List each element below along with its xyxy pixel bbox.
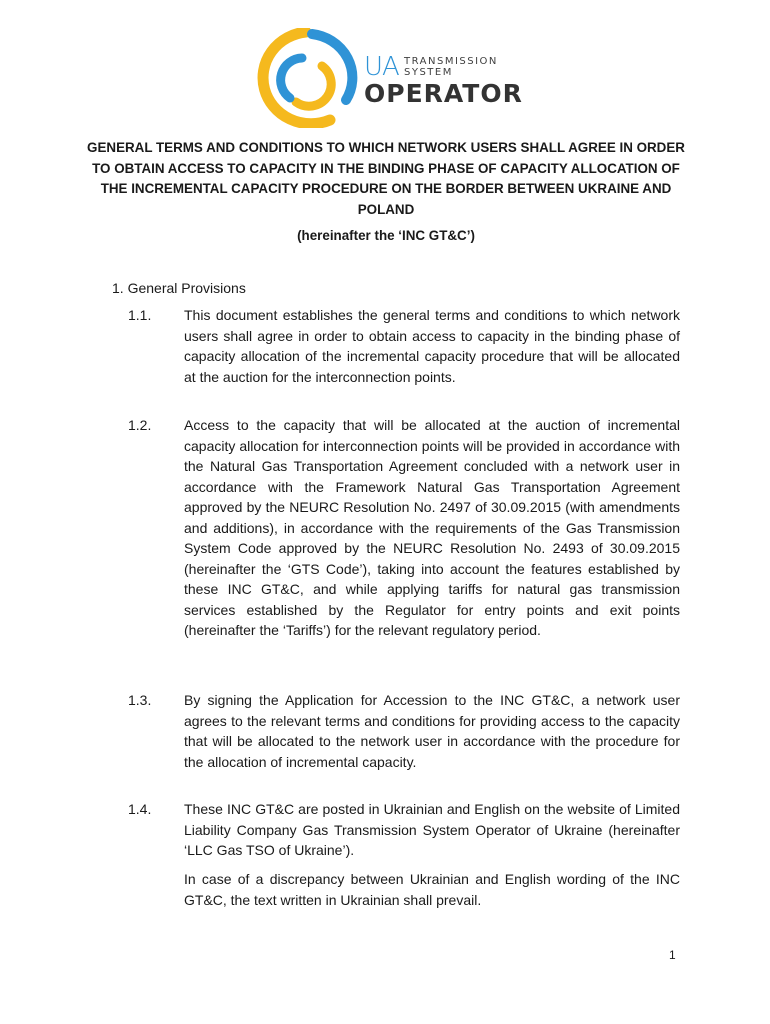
clause-number: 1.3.	[128, 692, 152, 708]
clause-1-1	[128, 305, 680, 387]
clause-text: By signing the Application for Accession to the INC GT&C, a network user agrees to the relevant terms and conditions for providing access to the capacity that will be allocated to the network user in accordance with the procedure for the allocation of incremental capacity.	[184, 692, 680, 770]
section-heading: 1. General Provisions	[112, 280, 246, 296]
company-logo	[246, 28, 523, 128]
logo-transmission-text: TRANSMISSION	[404, 56, 498, 67]
clause-1-3	[128, 690, 680, 772]
clause-text: This document establishes the general terms and conditions to which network users shall agree in order to obtain access to capacity in the binding phase of capacity allocation of the incremental capacity procedure that will be allocated at the auction for the interconnection points.	[184, 307, 680, 385]
logo-mark-icon	[246, 28, 358, 128]
clause-number: 1.1.	[128, 307, 152, 323]
clause-text: These INC GT&C are posted in Ukrainian and English on the website of Limited Liability Company Gas Transmission System Operator of Ukraine (hereinafter ‘LLC Gas TSO of Ukraine’).	[184, 801, 680, 858]
document-title: GENERAL TERMS AND CONDITIONS TO WHICH NETWORK USERS SHALL AGREE IN ORDER TO OBTAIN ACCESS TO CAPACITY IN THE BINDING PHASE OF CAPACITY ALLOCATION OF THE INCREMENTAL CAPACITY PROCEDURE ON THE BORDER BETWEEN UKRAINE AND POLAND	[87, 140, 685, 217]
clause-text: Access to the capacity that will be allocated at the auction of incremental capacity allocation for interconnection points will be provided in accordance with the Natural Gas Transportation Agreement concluded with a network user in accordance with the Framework Natural Gas Transportation Agreement approved by the NEURC Resolution No. 2497 of 30.09.2015 (with amendments and additions), in accordance with the requirements of the Gas Transmission System Code approved by the NEURC Resolution No. 2493 of 30.09.2015 (hereinafter the ‘GTS Code’), taking into account the features established by these INC GT&C, and while applying tariffs for natural gas transmission services established by the Regulator for entry points and exit points (hereinafter the ‘Tariffs’) for the relevant regulatory period.	[184, 417, 680, 638]
logo-wordmark	[364, 52, 523, 132]
logo-ua-text: UA	[364, 52, 399, 82]
logo-system-text: SYSTEM	[404, 67, 453, 78]
clause-1-4	[128, 799, 680, 861]
page-number: 1	[669, 948, 676, 962]
logo-operator-text: OPERATOR	[364, 79, 523, 108]
clause-1-4-continuation: In case of a discrepancy between Ukrainian and English wording of the INC GT&C, the text written in Ukrainian shall prevail.	[184, 871, 680, 908]
clause-number: 1.4.	[128, 801, 152, 817]
document-subtitle: (hereinafter the ‘INC GT&C’)	[297, 228, 475, 243]
clause-number: 1.2.	[128, 417, 152, 433]
clause-1-2	[128, 415, 680, 641]
